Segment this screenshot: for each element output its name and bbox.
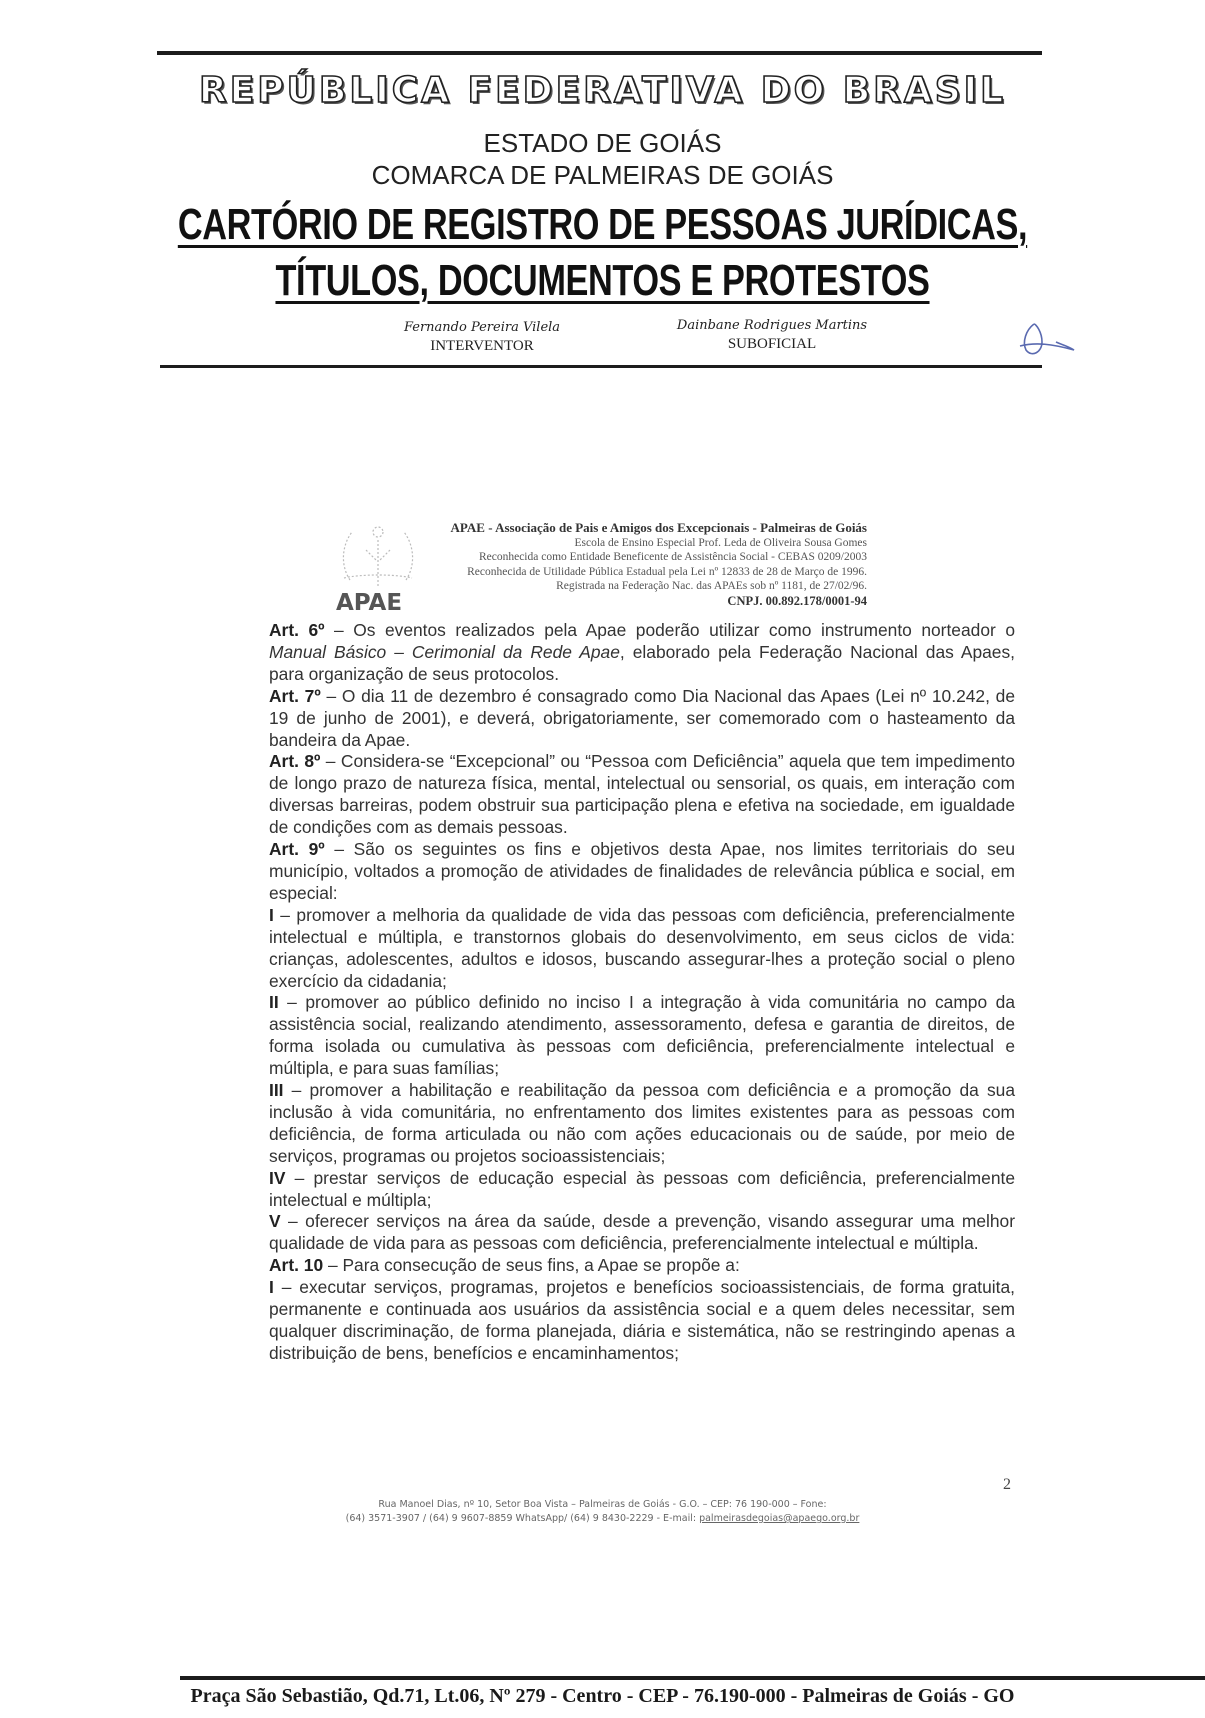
office-title-line1 [133,200,1073,250]
country-title: REPÚBLICA FEDERATIVA DO BRASIL [198,70,1007,111]
official-name-interventor: Fernando Pereira Vilela [403,320,561,335]
contact-address-line: Rua Manoel Dias, nº 10, Setor Boa Vista – Palmeiras de Goiás - G.O. – CEP: 76 190-000 – Fone: [378,1499,827,1510]
apae-cnpj: CNPJ. 00.892.178/0001-94 [727,593,867,608]
article-label: Art. 8º [269,751,321,772]
footer-address: Praça São Sebastião, Qd.71, Lt.06, Nº 279 - Centro - CEP - 76.190-000 - Palmeiras de Goiás - GO [190,1685,1015,1707]
article-label: Art. 9º [269,839,325,860]
article-text: – São os seguintes os fins e objetivos desta Apae, nos limites territoriais do seu município, voltados a promoção de atividades de finalidades de relevância pública e social, em especial: [269,839,1015,903]
statute-body [269,620,1015,1365]
article-text: – Os eventos realizados pela Apae poderão utilizar como instrumento norteador o [324,620,1015,640]
article-label: I [269,904,274,925]
article-label: V [269,1211,281,1232]
office-title-line2 [133,256,1073,306]
contact-phones: (64) 3571-3907 / (64) 9 9607-8859 WhatsApp/ (64) 9 8430-2229 - E-mail: [345,1513,700,1524]
article-paragraph [269,992,1015,1080]
article-text: , elaborado pela Federação Nacional das Apaes, para organização de seus protocolos. [269,641,1015,684]
article-text: – Para consecução de seus fins, a Apae se propõe a: [323,1255,740,1276]
article-text: – promover ao público definido no inciso I a integração à vida comunitária no campo da assistência social, realizando atendimento, assessoramento, defesa e garantia de direitos, de forma isolada ou cumulativa às pessoas com deficiência, preferencialmente intelectual e múltipla, e para suas famílias; [269,992,1015,1079]
apae-emblem-icon [330,520,426,590]
initials-signature-icon [1012,316,1082,362]
official-role-interventor: INTERVENTOR [430,338,534,354]
article-text: – promover a habilitação e reabilitação da pessoa com deficiência e a promoção da sua inclusão à vida comunitária, no enfrentamento dos limites existentes para as pessoas com deficiência, de forma articulada ou não com ações educacionais ou de saúde, por meio de serviços, programas ou projetos socioassistenciais; [269,1080,1015,1166]
article-text: – oferecer serviços na área da saúde, desde a prevenção, visando assegurar uma melhor qualidade de vida para as pessoas com deficiência, preferencialmente intelectual e múltipla. [269,1211,1015,1254]
office-title-line1-text: CARTÓRIO DE REGISTRO DE PESSOAS JURÍDICAS, [177,200,1028,249]
article-label: I [269,1277,274,1298]
article-label: Art. 7º [269,685,321,706]
article-paragraph [269,1080,1015,1168]
footer-rule [180,1676,1205,1680]
article-label: Art. 6º [269,620,325,640]
article-paragraph [269,1211,1015,1255]
official-name-suboficial: Dainbane Rodrigues Martins [676,318,868,333]
comarca-title: COMARCA DE PALMEIRAS DE GOIÁS [371,160,834,190]
article-paragraph [269,1168,1015,1212]
article-label: III [269,1080,284,1101]
header-bottom-rule [160,365,1042,368]
article-paragraph [269,1277,1015,1365]
article-text: – Considera-se “Excepcional” ou “Pessoa com Deficiência” aquela que tem impedimento de longo prazo de natureza física, mental, intelectual ou sensorial, os quais, em interação com diversas barreiras, podem obstruir sua participação plena e efetiva na sociedade, em igualdade de condições com as demais pessoas. [269,751,1015,838]
apae-letterhead-info [451,521,867,609]
apae-logo-text: APAE [336,590,403,616]
article-paragraph [269,620,1015,686]
article-label: Art. 10 [269,1255,324,1276]
apae-contact-info [0,1498,1205,1526]
apae-letterhead-line: Escola de Ensino Especial Prof. Leda de Oliveira Sousa Gomes [574,536,867,549]
article-italic-text: Manual Básico – Cerimonial da Rede Apae [269,641,620,662]
article-text: – executar serviços, programas, projetos e benefícios socioassistenciais, de forma gratuita, permanente e continuada aos usuários da assistência social e a quem deles necessitar, sem qualquer discriminação, de forma planejada, diária e sistemática, não se restringindo apenas a distribuição de bens, benefícios e encaminhamentos; [269,1277,1015,1363]
article-paragraph [269,839,1015,905]
header-top-rule [157,51,1042,55]
article-text: – prestar serviços de educação especial às pessoas com deficiência, preferencialmente intelectual e múltipla; [269,1167,1015,1210]
article-paragraph [269,905,1015,993]
article-paragraph [269,751,1015,839]
apae-letterhead-line: Reconhecida de Utilidade Pública Estadual pela Lei nº 12833 de 28 de Março de 1996. [467,565,867,578]
apae-letterhead-title: APAE - Associação de Pais e Amigos dos Excepcionais - Palmeiras de Goiás [450,520,867,535]
article-paragraph [269,1255,1015,1277]
office-title-line2-text: TÍTULOS, DOCUMENTOS E PROTESTOS [275,256,930,305]
article-label: IV [269,1167,286,1188]
contact-email-link[interactable]: palmeirasdegoias@apaego.org.br [699,1513,860,1524]
state-title: ESTADO DE GOIÁS [483,128,722,158]
official-role-suboficial: SUBOFICIAL [727,336,817,352]
article-text: – promover a melhoria da qualidade de vida das pessoas com deficiência, preferencialmente intelectual e múltipla, e transtornos globais do desenvolvimento, em seus ciclos de vida: crianças, adolescentes, adultos e idosos, buscando assegurar-lhes a proteção social o pleno exercício da cidadania; [269,904,1015,991]
article-text: – O dia 11 de dezembro é consagrado como Dia Nacional das Apaes (Lei nº 10.242, de 19 de junho de 2001), e deverá, obrigatoriamente, ser comemorado com o hasteamento da bandeira da Apae. [269,685,1015,750]
contact-phone-line [0,1512,1205,1526]
page-number: 2 [1003,1476,1011,1493]
apae-letterhead-line: Registrada na Federação Nac. das APAEs sob nº 1181, de 27/02/96. [556,580,867,593]
article-label: II [269,992,279,1013]
apae-letterhead-line: Reconhecida como Entidade Beneficente de Assistência Social - CEBAS 0209/2003 [478,551,867,564]
article-paragraph [269,686,1015,752]
